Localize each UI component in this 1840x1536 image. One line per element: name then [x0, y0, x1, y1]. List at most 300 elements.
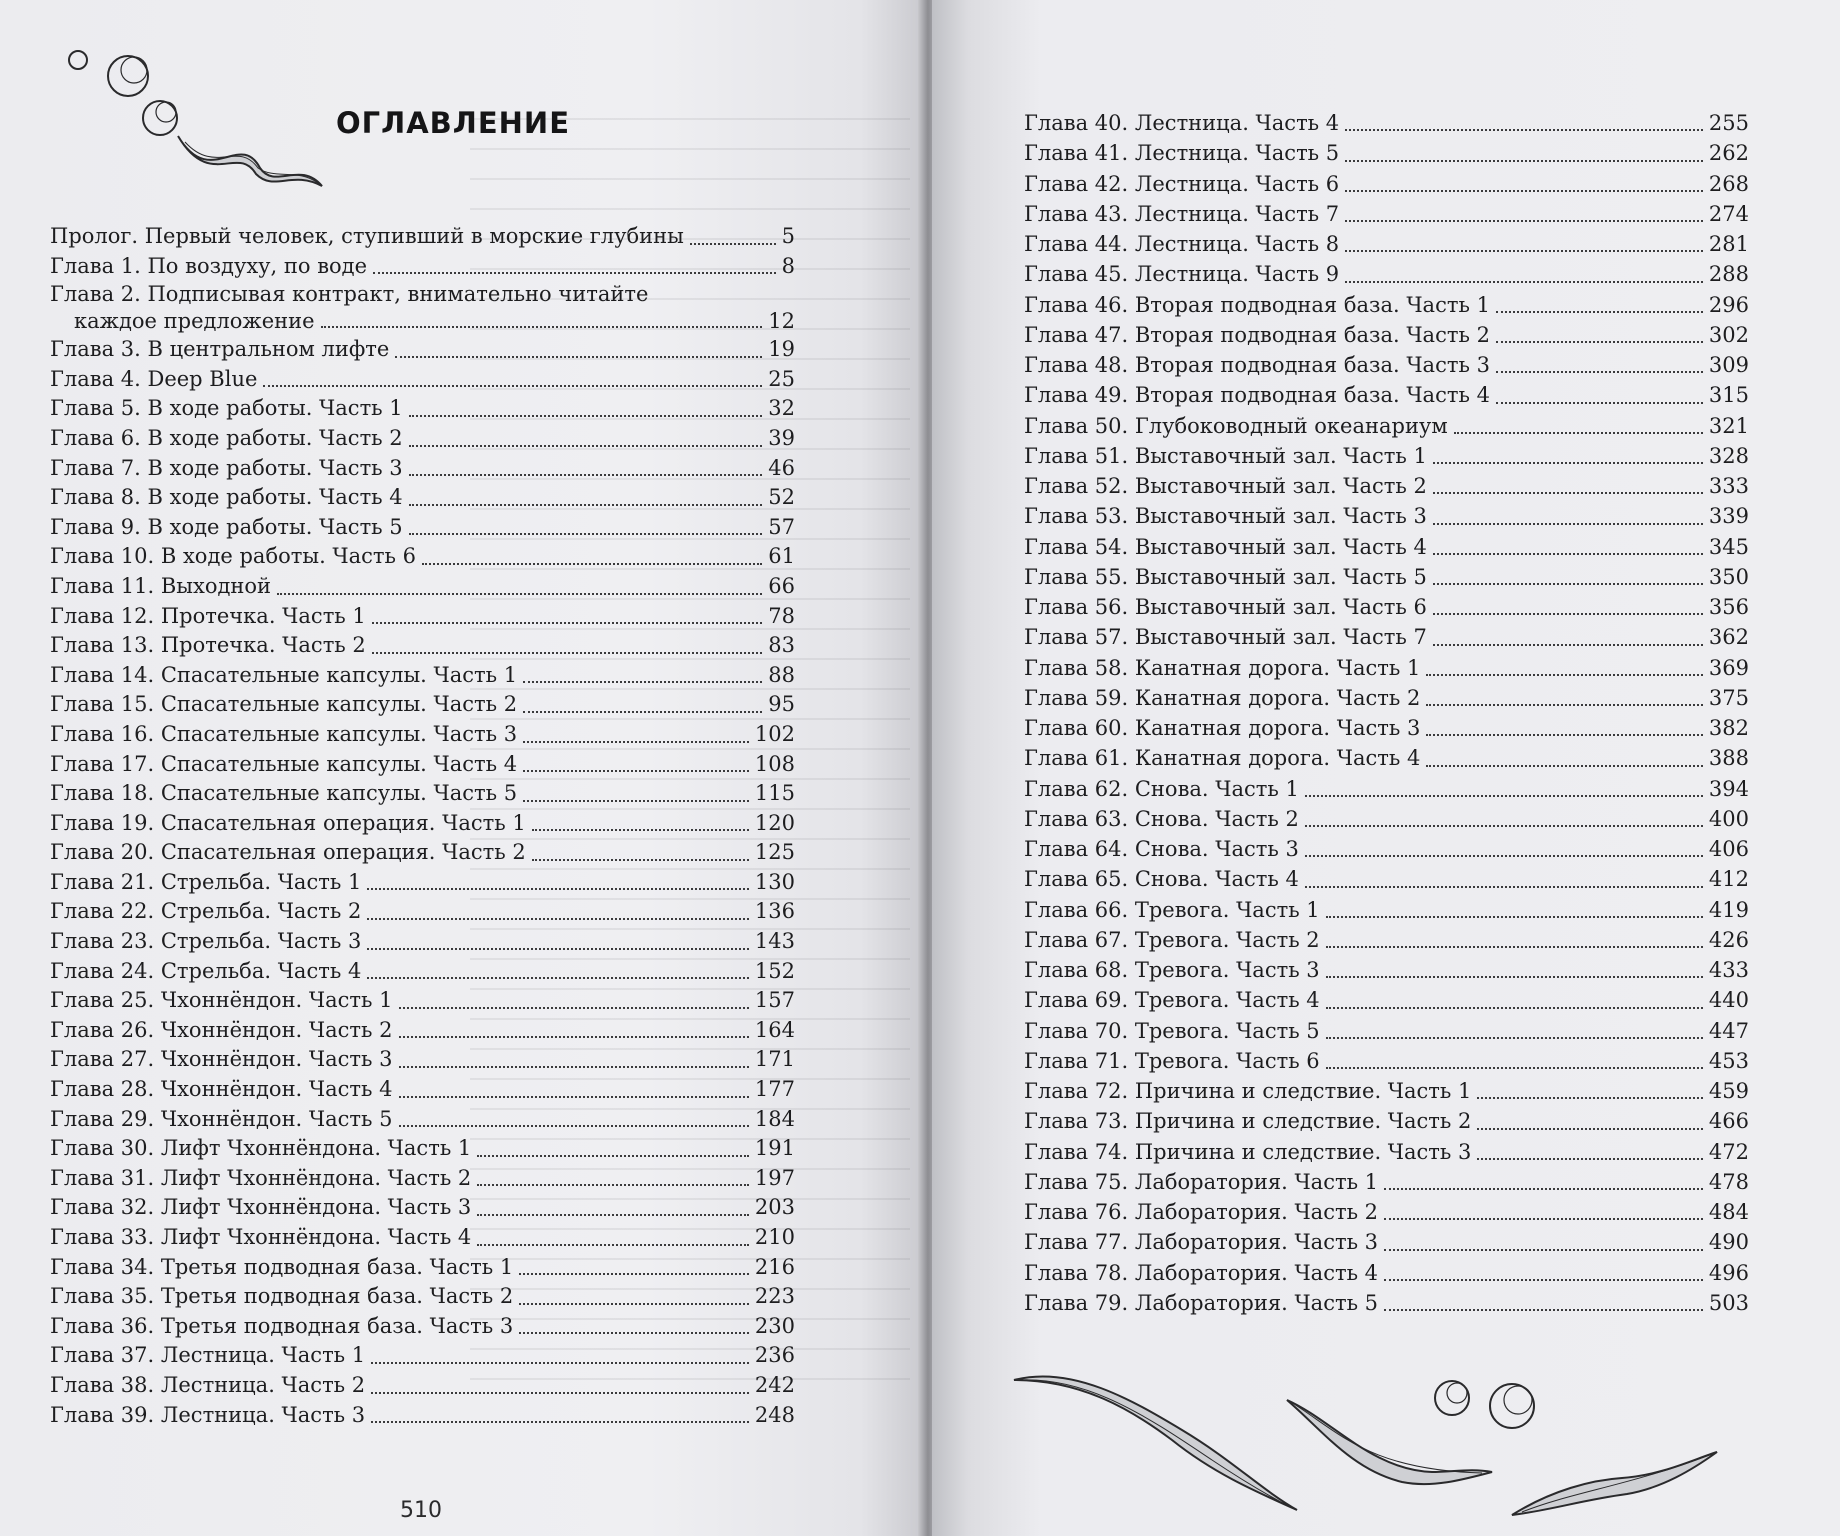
entry-page: 25: [768, 366, 795, 391]
entry-page: 184: [754, 1106, 795, 1131]
entry-page: 83: [768, 633, 795, 658]
toc-entry: [50, 252, 795, 282]
entry-page: 274: [1708, 201, 1749, 226]
entry-title: Глава 23. Стрельба. Часть 3: [50, 929, 362, 954]
toc-entry: [1024, 562, 1749, 592]
entry-page: 333: [1708, 474, 1749, 498]
entry-title: Глава 4. Deep Blue: [50, 366, 258, 391]
leader-dots: [519, 1332, 749, 1334]
seaweed-and-bubbles-icon: [1012, 1360, 1802, 1530]
entry-title: Глава 60. Канатная дорога. Часть 3: [1024, 716, 1421, 740]
entry-page: 95: [768, 692, 795, 717]
leader-dots: [477, 1184, 749, 1186]
entry-title: Глава 27. Чхоннёндон. Часть 3: [50, 1047, 393, 1072]
leader-dots: [1305, 855, 1703, 857]
entry-page: 115: [754, 781, 795, 806]
toc-entry: [1024, 1227, 1749, 1257]
entry-page: 356: [1708, 595, 1749, 619]
toc-entry: [1024, 1137, 1749, 1167]
leader-dots: [409, 415, 763, 417]
leader-dots: [1345, 281, 1703, 283]
entry-title: Глава 19. Спасательная операция. Часть 1: [50, 810, 526, 835]
entry-page: 203: [754, 1195, 795, 1220]
leader-dots: [1496, 402, 1703, 404]
entry-title: Глава 2. Подписывая контракт, внимательно читайте: [50, 282, 649, 307]
entry-title: Глава 36. Третья подводная база. Часть 3: [50, 1313, 514, 1338]
entry-page: 46: [768, 455, 795, 480]
entry-title: Глава 37. Лестница. Часть 1: [50, 1343, 366, 1368]
leader-dots: [1384, 1249, 1703, 1251]
toc-entry: [50, 957, 795, 987]
leader-dots: [395, 356, 762, 358]
leader-dots: [1305, 886, 1703, 888]
toc-entry: [50, 1075, 795, 1105]
toc-entry: [1024, 985, 1749, 1015]
entry-page: 130: [754, 869, 795, 894]
toc-entry: [50, 927, 795, 957]
leader-dots: [399, 1036, 749, 1038]
entry-page: 447: [1708, 1018, 1749, 1043]
toc-entry: [50, 1016, 795, 1046]
entry-title: Глава 71. Тревога. Часть 6: [1024, 1048, 1320, 1073]
toc-entry: [1024, 592, 1749, 622]
toc-entry: [1024, 683, 1749, 713]
toc-entry: [1024, 743, 1749, 773]
leader-dots: [523, 711, 762, 713]
leader-dots: [372, 622, 762, 624]
toc-entry: [50, 1223, 795, 1253]
toc-entry: [1024, 259, 1749, 289]
entry-page: 484: [1708, 1200, 1749, 1224]
entry-title: Глава 3. В центральном лифте: [50, 337, 390, 362]
entry-page: 177: [754, 1077, 795, 1102]
toc-entry: [50, 1193, 795, 1223]
entry-title: Пролог. Первый человек, ступивший в морские глубины: [50, 224, 684, 248]
toc-entry: [1024, 1197, 1749, 1227]
entry-page: 345: [1708, 534, 1749, 559]
entry-page: 339: [1708, 504, 1749, 529]
entry-title: Глава 67. Тревога. Часть 2: [1024, 927, 1320, 952]
toc-entry: [1024, 925, 1749, 955]
leader-dots: [1345, 129, 1703, 131]
leader-dots: [422, 563, 762, 565]
entry-page: 120: [754, 810, 795, 835]
leader-dots: [523, 770, 749, 772]
leader-dots: [1477, 1128, 1703, 1130]
entry-page: 152: [754, 958, 795, 983]
entry-page: 478: [1708, 1169, 1749, 1194]
page-number: 510: [400, 1498, 442, 1523]
toc-entry: [1024, 895, 1749, 925]
right-page: [932, 0, 1840, 1536]
leader-dots: [409, 445, 763, 447]
entry-page: 412: [1708, 867, 1749, 892]
entry-page: 157: [754, 988, 795, 1013]
toc-entry: [50, 897, 795, 927]
toc-entry: [50, 661, 795, 691]
entry-page: 230: [754, 1313, 795, 1338]
toc-entry: [1024, 441, 1749, 471]
toc-entry: [1024, 1288, 1749, 1318]
toc-entry: [50, 1105, 795, 1135]
entry-page: 248: [754, 1402, 795, 1427]
toc-entry: [50, 838, 795, 868]
entry-title: Глава 24. Стрельба. Часть 4: [50, 958, 362, 983]
entry-title: Глава 68. Тревога. Часть 3: [1024, 958, 1320, 982]
entry-page: 236: [754, 1343, 795, 1368]
toc-entry: [50, 986, 795, 1016]
entry-title: Глава 58. Канатная дорога. Часть 1: [1024, 655, 1421, 680]
toc-entry: [1024, 229, 1749, 259]
leader-dots: [399, 1125, 749, 1127]
leader-dots: [399, 1007, 749, 1009]
entry-page: 490: [1708, 1230, 1749, 1255]
entry-title: Глава 49. Вторая подводная база. Часть 4: [1024, 383, 1490, 408]
leader-dots: [367, 977, 749, 979]
entry-page: 296: [1708, 292, 1749, 317]
entry-title: Глава 78. Лаборатория. Часть 4: [1024, 1260, 1379, 1285]
leader-dots: [409, 533, 763, 535]
entry-title: Глава 25. Чхоннёндон. Часть 1: [50, 988, 393, 1013]
entry-page: 453: [1708, 1048, 1749, 1073]
toc-entry: [1024, 864, 1749, 894]
leader-dots: [1326, 916, 1703, 918]
entry-title: Глава 57. Выставочный зал. Часть 7: [1024, 625, 1427, 650]
entry-title: Глава 26. Чхоннёндон. Часть 2: [50, 1017, 393, 1042]
entry-page: 281: [1708, 232, 1749, 256]
entry-title: Глава 65. Снова. Часть 4: [1024, 867, 1299, 892]
entry-page: 191: [754, 1136, 795, 1161]
page-title: ОГЛАВЛЕНИЕ: [336, 106, 571, 140]
toc-entry: [50, 365, 795, 395]
leader-dots: [1345, 190, 1703, 192]
leader-dots: [1477, 1158, 1703, 1160]
entry-page: 426: [1708, 927, 1749, 952]
toc-entry: [50, 1371, 795, 1401]
toc-list-left: [50, 222, 795, 1430]
entry-page: 39: [768, 425, 795, 450]
entry-page: 242: [754, 1372, 795, 1397]
leader-dots: [372, 652, 762, 654]
leader-dots: [523, 681, 762, 683]
leader-dots: [1426, 734, 1703, 736]
entry-title: Глава 64. Снова. Часть 3: [1024, 837, 1299, 861]
entry-title: Глава 46. Вторая подводная база. Часть 1: [1024, 292, 1490, 317]
leader-dots: [371, 1421, 749, 1423]
leader-dots: [373, 272, 776, 274]
toc-entry: [50, 1312, 795, 1342]
entry-page: 102: [754, 721, 795, 746]
entry-title: Глава 17. Спасательные капсулы. Часть 4: [50, 751, 518, 776]
toc-entry: [50, 1134, 795, 1164]
entry-page: 19: [768, 337, 795, 362]
toc-entry: [50, 454, 795, 484]
leader-dots: [1433, 644, 1703, 646]
entry-title: Глава 34. Третья подводная база. Часть 1: [50, 1254, 514, 1279]
entry-title: Глава 12. Протечка. Часть 1: [50, 603, 366, 628]
entry-title: Глава 53. Выставочный зал. Часть 3: [1024, 504, 1427, 529]
entry-page: 375: [1708, 685, 1749, 710]
entry-title: Глава 59. Канатная дорога. Часть 2: [1024, 685, 1421, 710]
entry-page: 394: [1708, 776, 1749, 801]
entry-page: 496: [1708, 1260, 1749, 1285]
toc-entry: [50, 542, 795, 572]
toc-entry: [50, 513, 795, 543]
leader-dots: [1426, 704, 1703, 706]
toc-entry: [1024, 622, 1749, 652]
entry-page: 400: [1708, 806, 1749, 831]
leader-dots: [367, 888, 749, 890]
toc-entry: [50, 424, 795, 454]
toc-entry: [1024, 1106, 1749, 1136]
entry-page: 164: [754, 1017, 795, 1042]
leader-dots: [1496, 311, 1703, 313]
entry-title: Глава 48. Вторая подводная база. Часть 3: [1024, 353, 1490, 377]
toc-entry: [1024, 774, 1749, 804]
entry-page: 419: [1708, 897, 1749, 922]
entry-page: 288: [1708, 262, 1749, 287]
entry-page: 5: [781, 224, 795, 248]
entry-page: 369: [1708, 655, 1749, 680]
toc-entry: [1024, 955, 1749, 985]
entry-title: Глава 62. Снова. Часть 1: [1024, 776, 1299, 801]
toc-entry: [50, 572, 795, 602]
entry-title: Глава 15. Спасательные капсулы. Часть 2: [50, 692, 518, 717]
leader-dots: [1496, 371, 1703, 373]
entry-title: Глава 22. Стрельба. Часть 2: [50, 899, 362, 924]
toc-entry: [1024, 501, 1749, 531]
entry-title: Глава 13. Протечка. Часть 2: [50, 633, 366, 658]
toc-entry: [50, 779, 795, 809]
toc-entry: [50, 1282, 795, 1312]
leader-dots: [399, 1066, 749, 1068]
entry-title: Глава 8. В ходе работы. Часть 4: [50, 485, 403, 510]
entry-title: Глава 7. В ходе работы. Часть 3: [50, 455, 403, 480]
entry-title: Глава 41. Лестница. Часть 5: [1024, 141, 1340, 166]
leader-dots: [519, 1273, 749, 1275]
leader-dots: [1326, 1067, 1703, 1069]
toc-entry: [50, 335, 795, 365]
entry-title: Глава 9. В ходе работы. Часть 5: [50, 514, 403, 539]
toc-entry: [1024, 380, 1749, 410]
entry-page: 12: [768, 309, 795, 334]
toc-entry: [1024, 1258, 1749, 1288]
entry-page: 171: [754, 1047, 795, 1072]
toc-entry: [1024, 804, 1749, 834]
leader-dots: [1305, 825, 1703, 827]
entry-title: Глава 40. Лестница. Часть 4: [1024, 111, 1340, 135]
entry-title: Глава 1. По воздуху, по воде: [50, 253, 368, 278]
toc-entry: [1024, 169, 1749, 199]
entry-page: 406: [1708, 837, 1749, 861]
toc-entry: [50, 868, 795, 898]
toc-entry: [50, 394, 795, 424]
entry-title: Глава 76. Лаборатория. Часть 2: [1024, 1200, 1379, 1224]
entry-page: 88: [768, 662, 795, 687]
entry-title: Глава 38. Лестница. Часть 2: [50, 1372, 366, 1397]
entry-page: 8: [781, 253, 795, 278]
entry-page: 52: [768, 485, 795, 510]
leader-dots: [477, 1214, 749, 1216]
entry-page: 503: [1708, 1290, 1749, 1315]
entry-title: Глава 72. Причина и следствие. Часть 1: [1024, 1079, 1472, 1103]
entry-page: 143: [754, 929, 795, 954]
entry-page: 315: [1708, 383, 1749, 408]
leader-dots: [321, 326, 763, 328]
entry-title: Глава 39. Лестница. Часть 3: [50, 1402, 366, 1427]
entry-page: 108: [754, 751, 795, 776]
toc-entry: [50, 631, 795, 661]
toc-entry: [50, 1253, 795, 1283]
toc-list-right: [1024, 108, 1749, 1318]
toc-entry: [50, 690, 795, 720]
leader-dots: [1454, 432, 1703, 434]
entry-page: 125: [754, 840, 795, 865]
entry-page: 61: [768, 544, 795, 569]
entry-page: 223: [754, 1284, 795, 1309]
leader-dots: [409, 504, 763, 506]
toc-entry: [50, 809, 795, 839]
entry-page: 255: [1708, 111, 1749, 135]
leader-dots: [1496, 341, 1703, 343]
entry-page: 440: [1708, 988, 1749, 1013]
entry-title: Глава 54. Выставочный зал. Часть 4: [1024, 534, 1427, 559]
leader-dots: [1384, 1218, 1703, 1220]
leader-dots: [367, 948, 749, 950]
entry-page: 362: [1708, 625, 1749, 650]
leader-dots: [519, 1303, 749, 1305]
leader-dots: [1345, 250, 1703, 252]
entry-page: 78: [768, 603, 795, 628]
entry-page: 210: [754, 1225, 795, 1249]
entry-title: Глава 44. Лестница. Часть 8: [1024, 232, 1340, 256]
entry-page: 268: [1708, 171, 1749, 196]
leader-dots: [1433, 553, 1703, 555]
toc-entry: [1024, 471, 1749, 501]
toc-entry: [50, 602, 795, 632]
leader-dots: [1433, 492, 1703, 494]
leader-dots: [1305, 795, 1703, 797]
toc-entry: [50, 281, 795, 335]
entry-title: Глава 32. Лифт Чхоннёндона. Часть 3: [50, 1195, 472, 1220]
entry-page: 388: [1708, 746, 1749, 771]
toc-entry: [1024, 290, 1749, 320]
leader-dots: [1433, 462, 1703, 464]
leader-dots: [477, 1244, 749, 1246]
entry-title: Глава 18. Спасательные капсулы. Часть 5: [50, 781, 518, 806]
entry-title: Глава 47. Вторая подводная база. Часть 2: [1024, 322, 1490, 347]
entry-title: Глава 16. Спасательные капсулы. Часть 3: [50, 721, 518, 746]
entry-page: 472: [1708, 1139, 1749, 1164]
leader-dots: [409, 474, 763, 476]
entry-title: Глава 21. Стрельба. Часть 1: [50, 869, 362, 894]
entry-title: Глава 30. Лифт Чхоннёндона. Часть 1: [50, 1136, 472, 1161]
toc-entry: [50, 1341, 795, 1371]
leader-dots: [1345, 160, 1703, 162]
entry-page: 433: [1708, 958, 1749, 982]
entry-page: 57: [768, 514, 795, 539]
toc-entry: [50, 750, 795, 780]
toc-entry: [1024, 411, 1749, 441]
leader-dots: [523, 800, 749, 802]
leader-dots: [263, 385, 762, 387]
toc-entry: [50, 483, 795, 513]
leader-dots: [532, 859, 749, 861]
entry-title: Глава 50. Глубоководный океанариум: [1024, 413, 1448, 438]
entry-page: 309: [1708, 353, 1749, 377]
toc-entry: [1024, 138, 1749, 168]
entry-title: Глава 11. Выходной: [50, 573, 272, 598]
entry-title: Глава 10. В ходе работы. Часть 6: [50, 544, 417, 569]
entry-page: 197: [754, 1165, 795, 1190]
leader-dots: [371, 1392, 749, 1394]
entry-page: 136: [754, 899, 795, 924]
leader-dots: [1433, 613, 1703, 615]
entry-title: Глава 77. Лаборатория. Часть 3: [1024, 1230, 1379, 1255]
entry-title: Глава 43. Лестница. Часть 7: [1024, 201, 1340, 226]
leader-dots: [1384, 1188, 1703, 1190]
entry-title: Глава 74. Причина и следствие. Часть 3: [1024, 1139, 1472, 1164]
toc-entry: [1024, 532, 1749, 562]
entry-page: 321: [1708, 413, 1749, 438]
leader-dots: [1384, 1279, 1703, 1281]
bubbles-and-seaweed-icon: [60, 40, 330, 190]
leader-dots: [1326, 1007, 1703, 1009]
leader-dots: [1477, 1097, 1703, 1099]
toc-entry: [50, 720, 795, 750]
leader-dots: [690, 243, 776, 245]
toc-entry: [1024, 713, 1749, 743]
leader-dots: [1326, 976, 1703, 978]
toc-entry: [50, 1164, 795, 1194]
entry-page: 459: [1708, 1079, 1749, 1103]
leader-dots: [1326, 946, 1703, 948]
toc-entry: [1024, 350, 1749, 380]
entry-title: Глава 28. Чхоннёндон. Часть 4: [50, 1077, 393, 1102]
toc-entry: [50, 222, 795, 252]
entry-title: Глава 52. Выставочный зал. Часть 2: [1024, 474, 1427, 498]
entry-page: 466: [1708, 1109, 1749, 1134]
entry-title: Глава 63. Снова. Часть 2: [1024, 806, 1299, 831]
toc-entry: [1024, 108, 1749, 138]
toc-entry: [1024, 834, 1749, 864]
entry-page: 350: [1708, 564, 1749, 589]
entry-page: 328: [1708, 443, 1749, 468]
leader-dots: [371, 1362, 749, 1364]
entry-title: Глава 6. В ходе работы. Часть 2: [50, 425, 403, 450]
entry-title: Глава 79. Лаборатория. Часть 5: [1024, 1290, 1379, 1315]
entry-title: Глава 61. Канатная дорога. Часть 4: [1024, 746, 1421, 771]
entry-page: 302: [1708, 322, 1749, 347]
entry-title: Глава 20. Спасательная операция. Часть 2: [50, 840, 526, 865]
leader-dots: [532, 829, 749, 831]
entry-title: Глава 75. Лаборатория. Часть 1: [1024, 1169, 1379, 1194]
toc-entry: [1024, 1016, 1749, 1046]
leader-dots: [1326, 1037, 1703, 1039]
entry-title: Глава 45. Лестница. Часть 9: [1024, 262, 1340, 287]
entry-page: 32: [768, 396, 795, 421]
entry-title: Глава 70. Тревога. Часть 5: [1024, 1018, 1320, 1043]
leader-dots: [523, 741, 749, 743]
entry-title-continued: каждое предложение: [74, 309, 315, 334]
leader-dots: [1433, 583, 1703, 585]
entry-title: Глава 5. В ходе работы. Часть 1: [50, 396, 403, 421]
entry-title: Глава 73. Причина и следствие. Часть 2: [1024, 1109, 1472, 1134]
toc-entry: [50, 1401, 795, 1431]
leader-dots: [1345, 220, 1703, 222]
entry-title: Глава 66. Тревога. Часть 1: [1024, 897, 1320, 922]
leader-dots: [1433, 523, 1703, 525]
